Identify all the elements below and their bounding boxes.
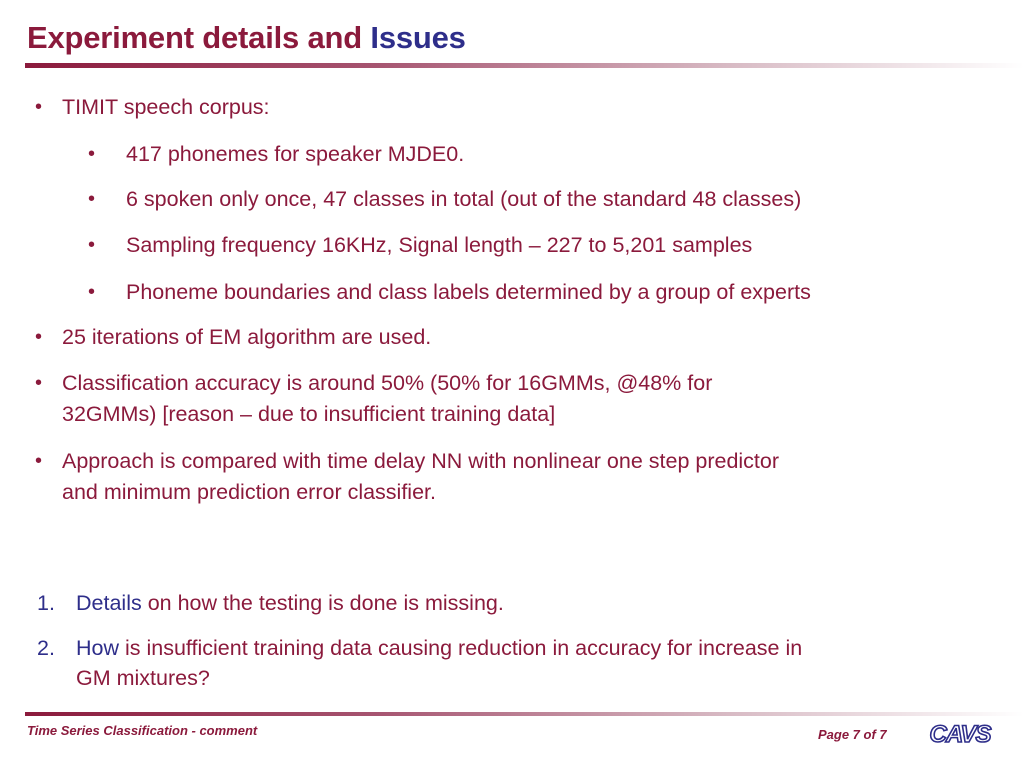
issue-number: 2. — [37, 636, 55, 660]
sub-bullet-text: 6 spoken only once, 47 classes in total (out of the standard 48 classes) — [126, 187, 802, 211]
bullet-text-line1: Approach is compared with time delay NN with nonlinear one step predictor — [62, 449, 780, 473]
issue-keyword: How — [76, 636, 120, 660]
slide-title-main: Experiment details and — [27, 20, 371, 55]
bullet-text: 25 iterations of EM algorithm are used. — [62, 325, 432, 349]
sub-bullet-icon: • — [88, 188, 96, 210]
issue-rest: is insufficient training data causing reduction in accuracy for increase in — [119, 636, 803, 660]
bullet-icon: • — [35, 450, 43, 472]
sub-bullet-text: Sampling frequency 16KHz, Signal length – 227 to 5,201 samples — [126, 233, 753, 257]
bullet-icon: • — [35, 326, 43, 348]
issue-rest: on how the testing is done is missing. — [141, 591, 504, 615]
slide-title-accent: Issues — [370, 20, 466, 55]
footer-title: Time Series Classification - comment — [27, 723, 258, 738]
page-number: Page 7 of 7 — [818, 727, 887, 742]
bullet-text-line1: Classification accuracy is around 50% (50% for 16GMMs, @48% for — [62, 371, 713, 395]
bullet-text-line2: 32GMMs) [reason – due to insufficient training data] — [62, 402, 556, 426]
issue-text-line1 — [76, 633, 802, 663]
bullet-icon: • — [35, 96, 43, 118]
sub-bullet-icon: • — [88, 234, 96, 256]
bullet-text-line2: and minimum prediction error classifier. — [62, 480, 436, 504]
sub-bullet-text: 417 phonemes for speaker MJDE0. — [126, 142, 465, 166]
cavs-logo-text: CAVS — [929, 721, 991, 748]
sub-bullet-icon: • — [88, 143, 96, 165]
issue-number: 1. — [37, 591, 55, 615]
bullet-icon: • — [35, 372, 43, 394]
cavs-logo — [920, 720, 1000, 748]
sub-bullet-icon: • — [88, 281, 96, 303]
slide-title — [27, 20, 466, 56]
sub-bullet-text: Phoneme boundaries and class labels determined by a group of experts — [126, 280, 811, 304]
issue-keyword: Details — [76, 591, 142, 615]
bullet-text: TIMIT speech corpus: — [62, 95, 270, 119]
issue-text-line2: GM mixtures? — [76, 666, 210, 690]
title-divider — [25, 63, 1024, 68]
issue-text — [76, 588, 504, 618]
footer-divider — [25, 712, 1024, 716]
